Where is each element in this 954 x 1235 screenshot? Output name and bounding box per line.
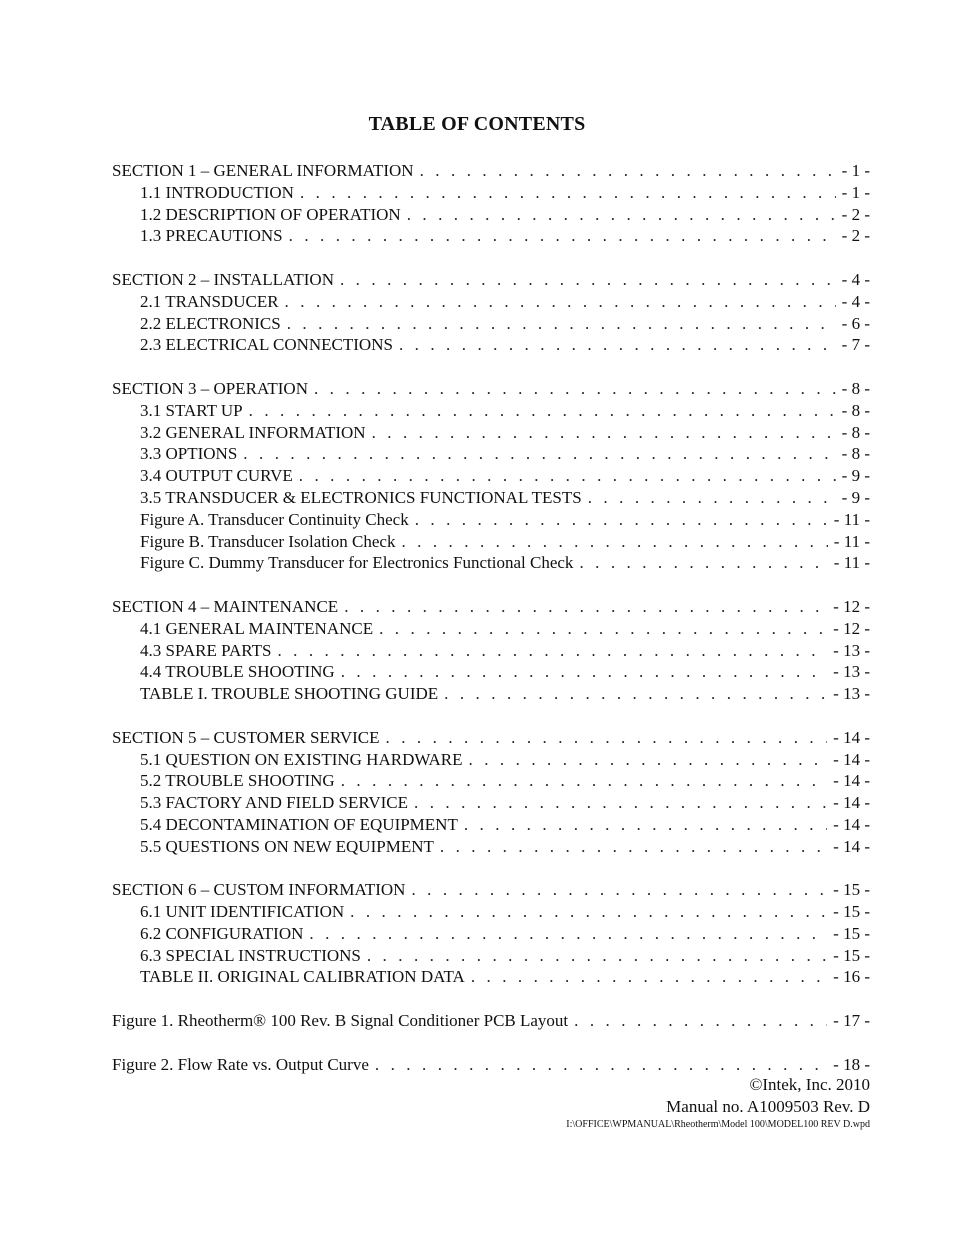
toc-subentry <box>112 661 870 683</box>
toc-entry-page-number: - 2 - <box>841 226 870 246</box>
toc-subentry <box>112 291 870 313</box>
toc-entry-label: 4.3 SPARE PARTS <box>140 640 272 660</box>
toc-entry-page-number: - 4 - <box>841 269 870 289</box>
toc-entry-page-number: - 15 - <box>833 880 870 900</box>
dot-leader <box>367 945 827 967</box>
toc-entry-label: 3.1 START UP <box>140 400 243 420</box>
dot-leader <box>579 552 827 574</box>
toc-entry-label: 3.5 TRANSDUCER & ELECTRONICS FUNCTIONAL TESTS <box>140 487 582 507</box>
toc-entry-label: 1.1 INTRODUCTION <box>140 182 294 202</box>
toc-subentry <box>112 966 870 988</box>
toc-entry-page-number: - 11 - <box>833 531 870 551</box>
toc-subentry <box>112 443 870 465</box>
toc-subentry <box>112 640 870 662</box>
toc-entry-label: 1.3 PRECAUTIONS <box>140 226 283 246</box>
toc-entry-label: TABLE II. ORIGINAL CALIBRATION DATA <box>140 967 465 987</box>
toc-entry-page-number: - 13 - <box>833 662 870 682</box>
dot-leader <box>379 618 827 640</box>
toc-entry-label: 2.3 ELECTRICAL CONNECTIONS <box>140 335 393 355</box>
toc-entry-page-number: - 14 - <box>833 814 870 834</box>
toc-subentry <box>112 901 870 923</box>
toc-subentry <box>112 618 870 640</box>
dot-leader <box>464 814 827 836</box>
dot-leader <box>411 879 827 901</box>
toc-subentry <box>112 204 870 226</box>
table-of-contents <box>112 160 870 1075</box>
toc-entry-label: Figure A. Transducer Continuity Check <box>140 509 409 529</box>
toc-entry-page-number: - 15 - <box>833 902 870 922</box>
dot-leader <box>340 269 836 291</box>
toc-entry-label: SECTION 2 – INSTALLATION <box>112 269 334 289</box>
toc-subentry <box>112 836 870 858</box>
dot-leader <box>287 313 836 335</box>
toc-entry-page-number: - 14 - <box>833 836 870 856</box>
toc-section-entry <box>112 1054 870 1076</box>
dot-leader <box>401 531 827 553</box>
toc-section-entry <box>112 1010 870 1032</box>
toc-entry-page-number: - 8 - <box>841 400 870 420</box>
toc-entry-label: Figure 2. Flow Rate vs. Output Curve <box>112 1054 369 1074</box>
toc-entry-label: 5.4 DECONTAMINATION OF EQUIPMENT <box>140 814 458 834</box>
toc-entry-page-number: - 14 - <box>833 749 870 769</box>
toc-entry-page-number: - 2 - <box>841 204 870 224</box>
toc-entry-page-number: - 8 - <box>841 444 870 464</box>
toc-entry-page-number: - 6 - <box>841 313 870 333</box>
toc-entry-page-number: - 9 - <box>841 466 870 486</box>
dot-leader <box>285 291 836 313</box>
dot-leader <box>415 509 828 531</box>
dot-leader <box>407 204 836 226</box>
dot-leader <box>414 792 827 814</box>
copyright-notice: ©Intek, Inc. 2010 <box>749 1075 870 1094</box>
toc-subentry <box>112 552 870 574</box>
toc-entry-label: SECTION 6 – CUSTOM INFORMATION <box>112 880 406 900</box>
dot-leader <box>574 1010 827 1032</box>
toc-entry-page-number: - 1 - <box>841 182 870 202</box>
dot-leader <box>277 640 827 662</box>
toc-subentry <box>112 509 870 531</box>
toc-entry-label: 4.1 GENERAL MAINTENANCE <box>140 618 374 638</box>
toc-entry-label: 6.3 SPECIAL INSTRUCTIONS <box>140 945 361 965</box>
toc-subentry <box>112 313 870 335</box>
dot-leader <box>399 334 836 356</box>
dot-leader <box>289 225 836 247</box>
toc-entry-label: 3.3 OPTIONS <box>140 444 238 464</box>
dot-leader <box>375 1054 827 1076</box>
toc-entry-label: 6.1 UNIT IDENTIFICATION <box>140 902 345 922</box>
toc-entry-label: Figure C. Dummy Transducer for Electronics Functional Check <box>140 553 574 573</box>
toc-entry-label: TABLE I. TROUBLE SHOOTING GUIDE <box>140 684 439 704</box>
toc-section-entry <box>112 160 870 182</box>
dot-leader <box>386 727 828 749</box>
toc-entry-page-number: - 15 - <box>833 945 870 965</box>
toc-subentry <box>112 400 870 422</box>
toc-subentry <box>112 945 870 967</box>
toc-subentry <box>112 487 870 509</box>
toc-entry-page-number: - 1 - <box>841 161 870 180</box>
toc-section-entry <box>112 596 870 618</box>
dot-leader <box>344 596 827 618</box>
page-title: TABLE OF CONTENTS <box>368 113 586 135</box>
toc-subentry <box>112 182 870 204</box>
toc-entry-page-number: - 8 - <box>841 378 870 398</box>
toc-entry-label: 5.3 FACTORY AND FIELD SERVICE <box>140 793 408 813</box>
toc-section-entry <box>112 378 870 400</box>
toc-subentry <box>112 334 870 356</box>
dot-leader <box>372 422 836 444</box>
toc-subentry <box>112 923 870 945</box>
toc-entry-label: 5.2 TROUBLE SHOOTING <box>140 771 335 791</box>
dot-leader <box>309 923 827 945</box>
toc-subentry <box>112 225 870 247</box>
toc-entry-page-number: - 14 - <box>833 771 870 791</box>
toc-subentry <box>112 465 870 487</box>
dot-leader <box>420 160 836 182</box>
dot-leader <box>341 770 827 792</box>
dot-leader <box>469 749 828 771</box>
dot-leader <box>243 443 835 465</box>
dot-leader <box>341 661 827 683</box>
toc-subentry <box>112 422 870 444</box>
toc-entry-label: SECTION 3 – OPERATION <box>112 378 308 398</box>
toc-entry-page-number: - 17 - <box>833 1011 870 1031</box>
toc-entry-label: 2.2 ELECTRONICS <box>140 313 281 333</box>
toc-entry-label: 5.5 QUESTIONS ON NEW EQUIPMENT <box>140 836 434 856</box>
toc-entry-label: 4.4 TROUBLE SHOOTING <box>140 662 335 682</box>
dot-leader <box>588 487 836 509</box>
toc-entry-label: 5.1 QUESTION ON EXISTING HARDWARE <box>140 749 463 769</box>
toc-subentry <box>112 814 870 836</box>
dot-leader <box>299 465 836 487</box>
toc-entry-page-number: - 13 - <box>833 640 870 660</box>
toc-entry-label: Figure 1. Rheotherm® 100 Rev. B Signal Conditioner PCB Layout <box>112 1011 569 1031</box>
toc-entry-page-number: - 14 - <box>833 727 870 747</box>
toc-entry-label: SECTION 1 – GENERAL INFORMATION <box>112 161 414 180</box>
dot-leader <box>350 901 827 923</box>
toc-entry-label: 3.2 GENERAL INFORMATION <box>140 422 366 442</box>
toc-entry-label: 1.2 DESCRIPTION OF OPERATION <box>140 204 401 224</box>
dot-leader <box>471 966 827 988</box>
toc-entry-label: SECTION 5 – CUSTOMER SERVICE <box>112 727 380 747</box>
toc-entry-page-number: - 4 - <box>841 291 870 311</box>
toc-entry-page-number: - 12 - <box>833 618 870 638</box>
toc-entry-label: 3.4 OUTPUT CURVE <box>140 466 293 486</box>
dot-leader <box>440 836 827 858</box>
toc-entry-page-number: - 9 - <box>841 487 870 507</box>
toc-section-entry <box>112 879 870 901</box>
toc-entry-label: Figure B. Transducer Isolation Check <box>140 531 396 551</box>
toc-subentry <box>112 749 870 771</box>
toc-entry-page-number: - 14 - <box>833 793 870 813</box>
toc-subentry <box>112 683 870 705</box>
toc-entry-label: 2.1 TRANSDUCER <box>140 291 279 311</box>
toc-subentry <box>112 792 870 814</box>
dot-leader <box>249 400 836 422</box>
toc-entry-page-number: - 18 - <box>833 1054 870 1074</box>
toc-section-entry <box>112 269 870 291</box>
toc-entry-page-number: - 16 - <box>833 967 870 987</box>
toc-entry-label: SECTION 4 – MAINTENANCE <box>112 596 339 616</box>
toc-entry-page-number: - 11 - <box>833 509 870 529</box>
dot-leader <box>314 378 836 400</box>
toc-subentry <box>112 770 870 792</box>
toc-entry-page-number: - 15 - <box>833 923 870 943</box>
dot-leader <box>300 182 836 204</box>
toc-entry-page-number: - 8 - <box>841 422 870 442</box>
toc-section-entry <box>112 727 870 749</box>
toc-subentry <box>112 531 870 553</box>
dot-leader <box>444 683 827 705</box>
toc-entry-page-number: - 11 - <box>833 553 870 573</box>
toc-entry-page-number: - 7 - <box>841 335 870 355</box>
file-path: I:\OFFICE\WPMANUAL\Rheotherm\Model 100\MODEL100 REV D.wpd <box>566 1119 870 1130</box>
toc-entry-page-number: - 12 - <box>833 596 870 616</box>
toc-entry-page-number: - 13 - <box>833 684 870 704</box>
toc-entry-label: 6.2 CONFIGURATION <box>140 923 304 943</box>
manual-number: Manual no. A1009503 Rev. D <box>666 1097 870 1116</box>
